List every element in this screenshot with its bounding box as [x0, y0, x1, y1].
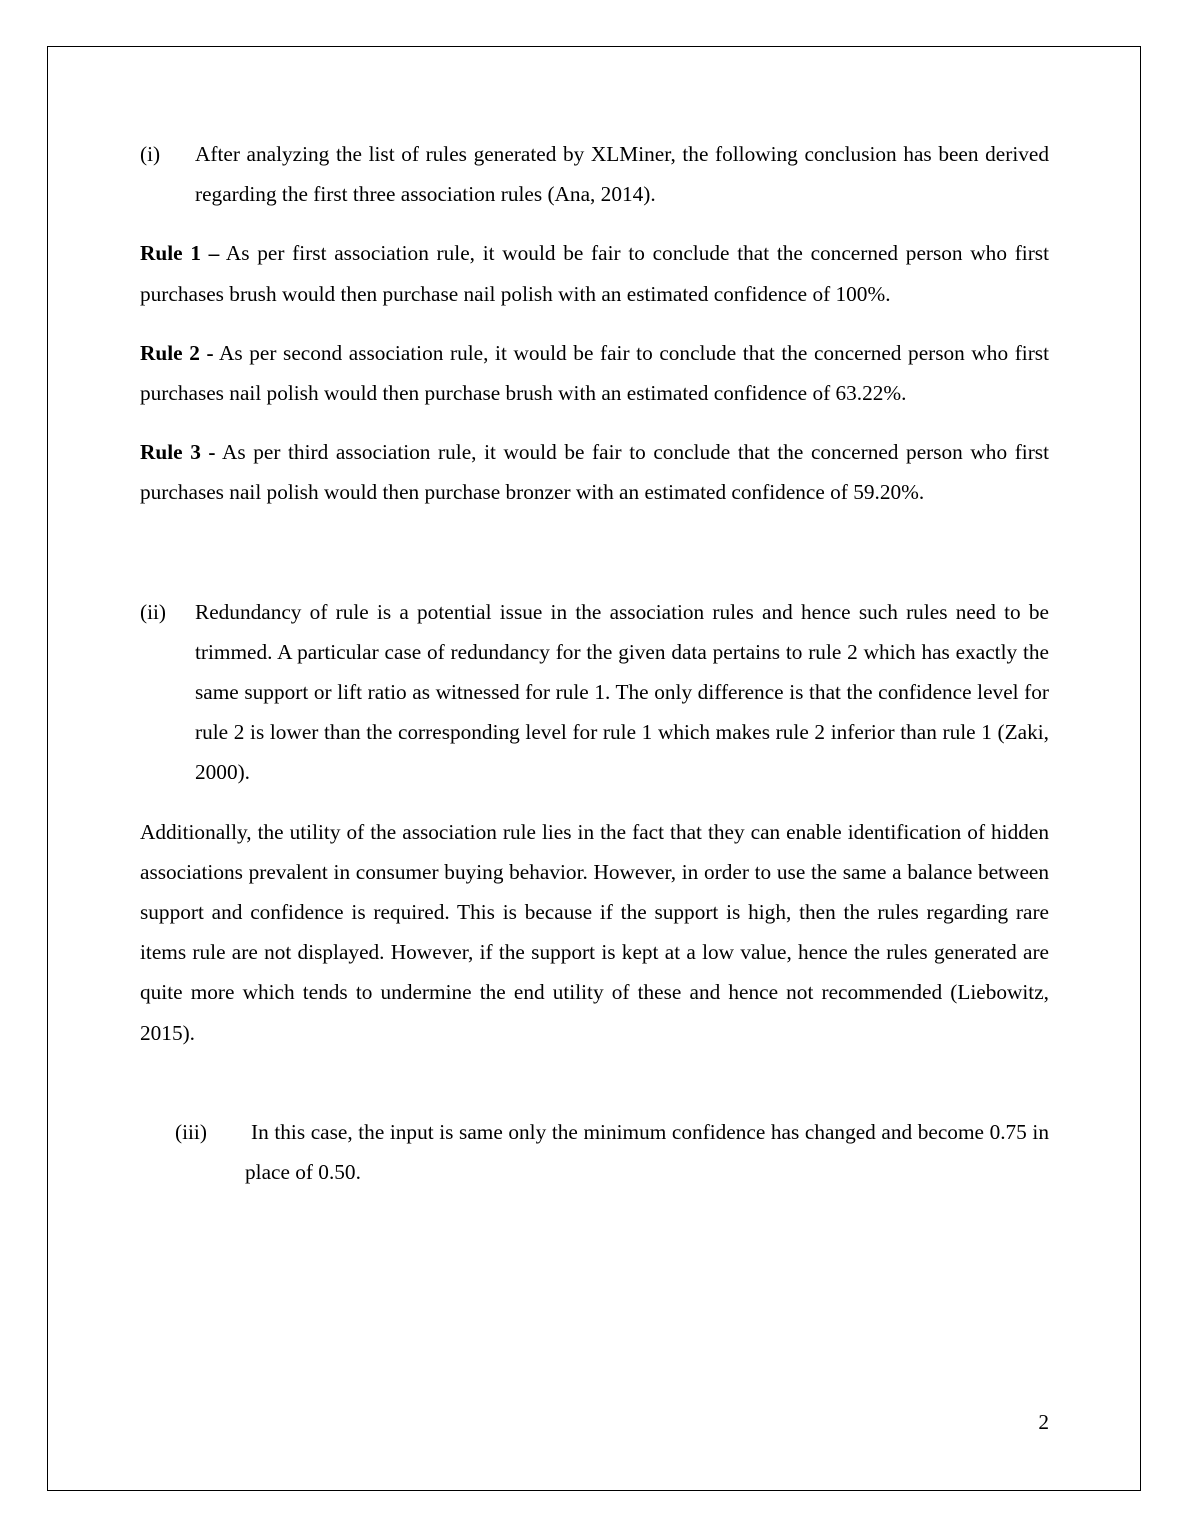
list-text-iii: In this case, the input is same only the minimum confidence has changed and become 0.75 in place of 0.50.: [245, 1119, 1049, 1185]
list-item-iii: [140, 1112, 1049, 1192]
list-text-i: After analyzing the list of rules generated by XLMiner, the following conclusion has been derived regarding the first three association rules (Ana, 2014).: [195, 142, 1049, 207]
list-number-i: (i): [140, 142, 161, 166]
rule-3-label: Rule 3 -: [140, 440, 216, 465]
list-number-iii: (iii): [175, 1119, 207, 1144]
rule-1-label: Rule 1 –: [140, 241, 220, 266]
rule-3-paragraph: [140, 432, 1049, 512]
rule-3-text: As per third association rule, it would be fair to conclude that the concerned person who first purchases nail polish would then purchase bronzer with an estimated confidence of 59.20%.: [140, 440, 1050, 505]
document-body: [140, 134, 1049, 1192]
list-text-ii: Redundancy of rule is a potential issue in the association rules and hence such rules need to be trimmed. A particular case of redundancy for the given data pertains to rule 2 which has exactly the same support or lift ratio as witnessed for rule 1. The only difference is that the confidence level for rule 2 is lower than the corresponding level for rule 1 which makes rule 2 inferior than rule 1 (Zaki, 2000).: [195, 599, 1049, 785]
rule-2-text: As per second association rule, it would be fair to conclude that the concerned person who first purchases nail polish would then purchase brush with an estimated confidence of 63.22%.: [140, 340, 1050, 406]
rule-2-label: Rule 2 -: [140, 340, 214, 365]
list-number-ii: (ii): [140, 599, 167, 624]
list-item-ii: [140, 592, 1049, 793]
list-item-i: [140, 134, 1049, 214]
rule-1-paragraph: [140, 233, 1049, 313]
rule-2-paragraph: [140, 333, 1049, 413]
rule-1-text: As per first association rule, it would be fair to conclude that the concerned person who first purchases brush would then purchase nail polish with an estimated confidence of 100%.: [140, 241, 1049, 306]
page-number: 2: [1038, 1410, 1049, 1434]
additional-paragraph: Additionally, the utility of the association rule lies in the fact that they can enable identification of hidden associations prevalent in consumer buying behavior. However, in order to use the same a balance between support and confidence is required. This is because if the support is high, then the rules regarding rare items rule are not displayed. However, if the support is kept at a low value, hence the rules generated are quite more which tends to undermine the end utility of these and hence not recommended (Liebowitz, 2015).: [140, 819, 1049, 1045]
